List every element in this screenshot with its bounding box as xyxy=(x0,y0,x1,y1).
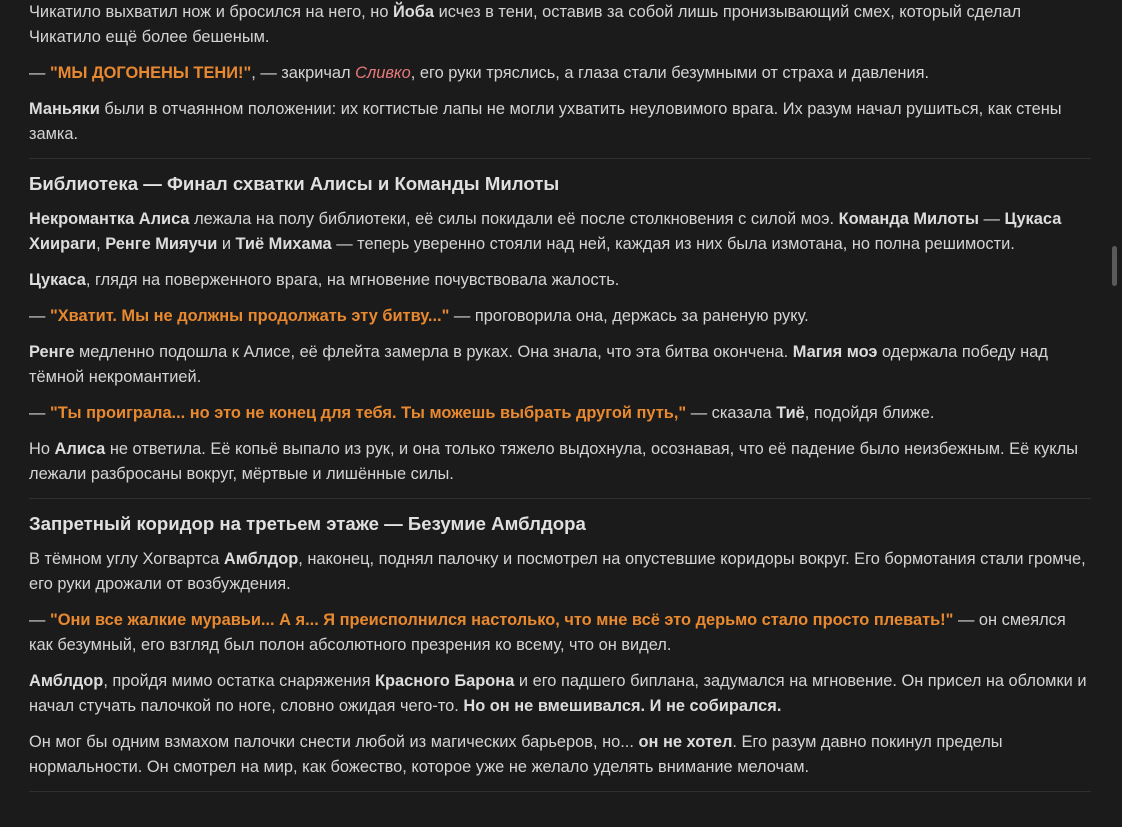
paragraph-red-baron: Амблдор, пройдя мимо остатка снаряжения Красного Барона и его падшего биплана, задумался на мгновение. Он присел на обломки и начал стучать палочкой по ноге, словно ожидая чего-то. Но он не вмешивался. И не собирался. xyxy=(29,672,1087,715)
chat-message-content xyxy=(29,0,1091,792)
paragraph-chiyo-quote: — "Ты проиграла... но это не конец для тебя. Ты можешь выбрать другой путь," — сказала Тиё, подойдя ближе. xyxy=(29,404,935,422)
paragraph-maniacs: Маньяки были в отчаянном положении: их когтистые лапы не могли ухватить неуловимого врага. Их разум начал рушиться, как стены замка. xyxy=(29,100,1062,143)
quote-text: "Хватит. Мы не должны продолжать эту битву..." xyxy=(49,307,450,325)
paragraph-ambldor-final: Он мог бы одним взмахом палочки снести любой из магических барьеров, но... он не хотел. Его разум давно покинул пределы нормальности. Он смотрел на мир, как божество, которое уже не желало уделять внимание мелочам. xyxy=(29,733,1003,776)
scrollbar-thumb[interactable] xyxy=(1112,246,1117,286)
paragraph-tsukasa-quote: — "Хватит. Мы не должны продолжать эту битву..." — проговорила она, держась за раненую руку. xyxy=(29,307,809,325)
italic-name: Сливко xyxy=(355,64,411,82)
paragraph-tsukasa: Цукаса, глядя на поверженного врага, на мгновение почувствовала жалость. xyxy=(29,271,620,289)
paragraph-chikatilo: Чикатило выхватил нож и бросился на него, но Йоба исчез в тени, оставив за собой лишь пронизывающий смех, который сделал Чикатило ещё более бешеным. xyxy=(29,3,1022,46)
paragraph-renge: Ренге медленно подошла к Алисе, её флейта замерла в руках. Она знала, что эта битва окончена. Магия моэ одержала победу над тёмной некромантией. xyxy=(29,343,1048,386)
quote-text: "МЫ ДОГОНЕНЫ ТЕНИ!" xyxy=(49,64,252,82)
paragraph-slivko-quote: — "МЫ ДОГОНЕНЫ ТЕНИ!", — закричал Сливко, его руки тряслись, а глаза стали безумными от страха и давления. xyxy=(29,64,930,82)
bold-name: Йоба xyxy=(393,3,435,21)
section-heading-corridor: Запретный коридор на третьем этаже — Безумие Амблдора xyxy=(29,513,586,534)
paragraph-alisa: Некромантка Алиса лежала на полу библиотеки, её силы покидали её после столкновения с силой моэ. Команда Милоты — Цукаса Хиираги, Ренге Мияучи и Тиё Михама — теперь уверенно стояли над ней, каждая из них была измотана, но полна решимости. xyxy=(29,210,1062,253)
paragraph-ambldor-quote: — "Они все жалкие муравьи... А я... Я преисполнился настолько, что мне всё это дерьмо стало просто плевать!" — он смеялся как безумный, его взгляд был полон абсолютного презрения ко всему, что он видел. xyxy=(29,611,1066,654)
vertical-scrollbar[interactable] xyxy=(1110,0,1122,827)
paragraph-alisa-defeat: Но Алиса не ответила. Её копьё выпало из рук, и она только тяжело выдохнула, осознавая, что её падение было неизбежным. Её куклы лежали разбросаны вокруг, мёртвые и лишённые силы. xyxy=(29,440,1078,483)
bold-name: Маньяки xyxy=(29,100,100,118)
section-heading-library: Библиотека — Финал схватки Алисы и Команды Милоты xyxy=(29,173,560,194)
quote-text: "Они все жалкие муравьи... А я... Я преисполнился настолько, что мне всё это дерьмо стало просто плевать!" xyxy=(49,611,954,629)
section-divider xyxy=(29,791,1091,792)
quote-text: "Ты проиграла... но это не конец для тебя. Ты можешь выбрать другой путь," xyxy=(49,404,687,422)
paragraph-ambldor: В тёмном углу Хогвартса Амблдор, наконец, поднял палочку и посмотрел на опустевшие коридоры вокруг. Его бормотания стали громче, его руки дрожали от возбуждения. xyxy=(29,550,1086,593)
